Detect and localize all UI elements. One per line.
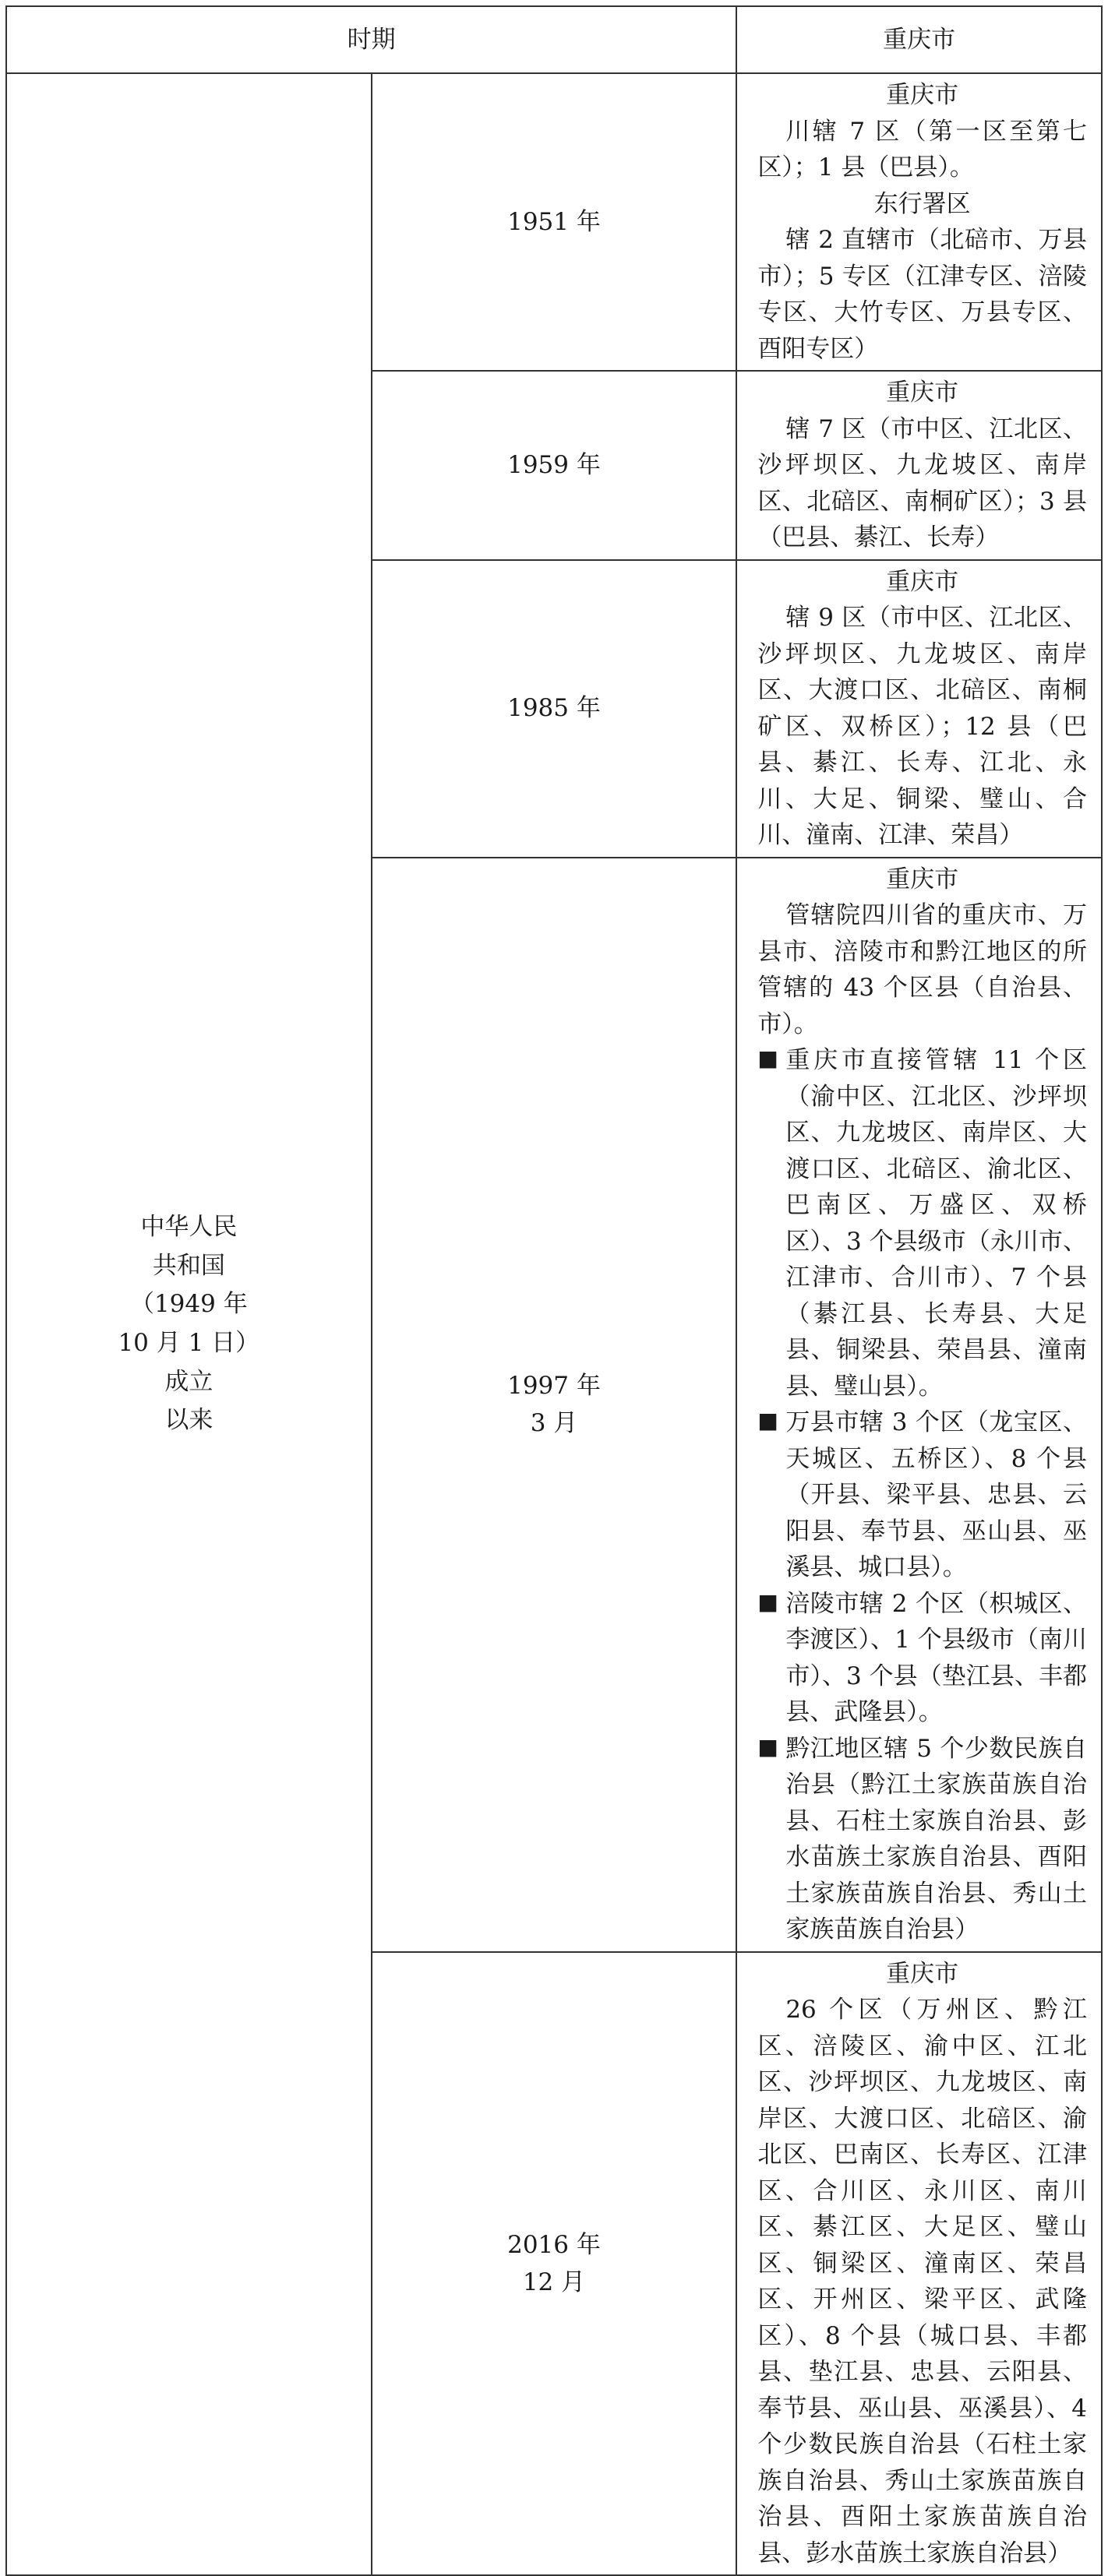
paragraph: 川辖 7 区（第一区至第七区）；1 县（巴县）。	[757, 117, 1087, 181]
bullet-item	[757, 1042, 1087, 1404]
section-heading: 重庆市	[886, 1959, 959, 1988]
era-line: 10 月 1 日）	[118, 1329, 260, 1357]
year-label: 2016 年	[507, 2230, 601, 2259]
bullet-item	[757, 1731, 1087, 1948]
bullet-text: 黔江地区辖 5 个少数民族自治县（黔江土家族苗族自治县、石柱土家族自治县、彭水苗族土家族自治县、酉阳土家族苗族自治县、秀山土家族苗族自治县）	[785, 1734, 1087, 1943]
content-cell	[736, 560, 1102, 858]
table-body	[6, 73, 1102, 2575]
paragraph: 26 个区（万州区、黔江区、涪陵区、渝中区、江北区、沙坪坝区、九龙坡区、南岸区、大渡口区、北碚区、渝北区、巴南区、长寿区、江津区、合川区、永川区、南川区、綦江区、大足区、璧山区、铜梁区、潼南区、荣昌区、开州区、梁平区、武隆区）、8 个县（城口县、丰都县、垫江县、忠县、云阳县、奉节县、巫山县、巫溪县）、4 个少数民族自治县（石柱土家族自治县、秀山土家族苗族自治县、酉阳土家族苗族自治县、彭水苗族土家族自治县）	[757, 1996, 1087, 2567]
admin-division-table	[5, 5, 1103, 2576]
content-cell	[736, 858, 1102, 1952]
year-label: 3 月	[530, 1409, 578, 1437]
year-cell	[372, 560, 737, 858]
paragraph: 辖 2 直辖市（北碚市、万县市）；5 专区（江津专区、涪陵专区、大竹专区、万县专区、酉阳专区）	[757, 226, 1087, 363]
content-cell	[736, 73, 1102, 371]
year-label: 1985 年	[507, 694, 601, 723]
header-row	[6, 6, 1102, 73]
era-line: 中华人民	[140, 1213, 238, 1242]
bullet-item	[757, 1586, 1087, 1731]
year-label: 1951 年	[507, 207, 601, 236]
era-line: 成立	[164, 1367, 213, 1396]
era-line: 共和国	[152, 1251, 225, 1280]
header-period: 时期	[6, 6, 736, 73]
table-row	[6, 73, 1102, 371]
square-bullet-icon: ■	[757, 1733, 778, 1760]
section-heading: 重庆市	[886, 865, 959, 893]
paragraph: 辖 7 区（市中区、江北区、沙坪坝区、九龙坡区、南岸区、北碚区、南桐矿区）；3 县（巴县、綦江、长寿）	[757, 414, 1087, 551]
square-bullet-icon: ■	[757, 1045, 778, 1071]
content-cell	[736, 371, 1102, 560]
section-heading: 东行署区	[873, 189, 971, 218]
paragraph: 管辖院四川省的重庆市、万县市、涪陵市和黔江地区的所管辖的 43 个区县（自治县、市）。	[757, 901, 1087, 1038]
year-label: 1997 年	[507, 1371, 601, 1400]
bullet-text: 万县市辖 3 个区（龙宝区、天城区、五桥区）、8 个县（开县、梁平县、忠县、云阳县、奉节县、巫山县、巫溪县、城口县）。	[785, 1408, 1087, 1581]
square-bullet-icon: ■	[757, 1408, 778, 1433]
era-line: 以来	[164, 1406, 213, 1435]
year-cell	[372, 371, 737, 560]
header-city: 重庆市	[736, 6, 1102, 73]
section-heading: 重庆市	[886, 379, 959, 407]
year-cell	[372, 73, 737, 371]
year-cell	[372, 1952, 737, 2576]
section-heading: 重庆市	[886, 81, 959, 109]
bullet-item	[757, 1404, 1087, 1586]
era-line: （1949 年	[129, 1290, 248, 1319]
section-heading: 重庆市	[886, 567, 959, 596]
content-cell	[736, 1952, 1102, 2576]
year-label: 12 月	[522, 2268, 586, 2296]
square-bullet-icon: ■	[757, 1588, 778, 1615]
year-label: 1959 年	[507, 451, 601, 480]
paragraph: 辖 9 区（市中区、江北区、沙坪坝区、九龙坡区、南岸区、大渡口区、北碚区、南桐矿区、双桥区）；12 县（巴县、綦江、长寿、江北、永川、大足、铜梁、璧山、合川、潼南、江津、荣昌）	[757, 604, 1087, 849]
bullet-text: 涪陵市辖 2 个区（枳城区、李渡区）、1 个县级市（南川市）、3 个县（垫江县、丰都县、武隆县）。	[785, 1589, 1087, 1726]
bullet-text: 重庆市直接管辖 11 个区（渝中区、江北区、沙坪坝区、九龙坡区、南岸区、大渡口区、北碚区、渝北区、巴南区、万盛区、双桥区）、3 个县级市（永川市、江津市、合川市）、7 个县（綦江县、长寿县、大足县、铜梁县、荣昌县、潼南县、璧山县）。	[785, 1046, 1087, 1401]
era-cell	[6, 73, 372, 2575]
year-cell	[372, 858, 737, 1952]
